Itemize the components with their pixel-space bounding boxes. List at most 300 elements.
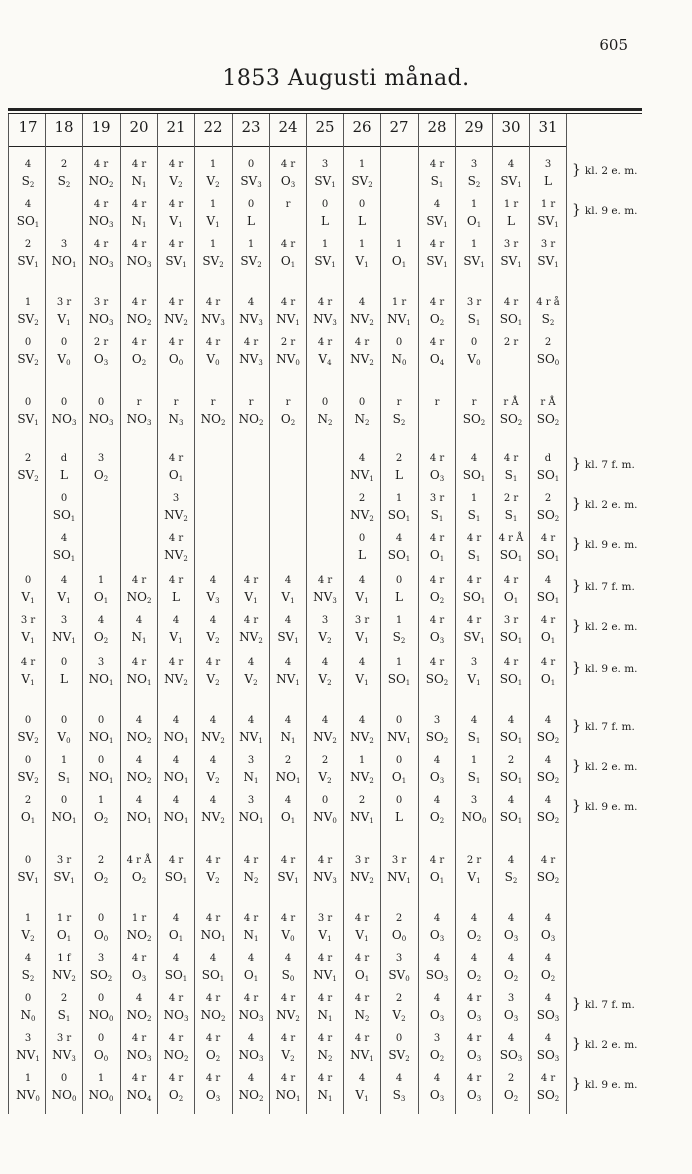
observation-cell (307, 1030, 343, 1064)
observation-cell (381, 654, 417, 688)
wind-value: $N_1$ (317, 1088, 333, 1103)
observation-cell (10, 990, 46, 1024)
wind-value: $SV_1$ (165, 254, 187, 269)
cloud-value: 4 (507, 1033, 515, 1044)
wind-value: $O_3$ (466, 1088, 482, 1103)
cloud-value: 4 (24, 159, 32, 170)
observation-cell (419, 530, 455, 564)
cloud-value: 4 r (131, 953, 147, 964)
observation-cell (493, 572, 529, 606)
observation-cell (493, 530, 529, 564)
cloud-value: 1 f (57, 953, 71, 964)
observation-cell (158, 1070, 194, 1104)
cloud-value: 4 r (317, 1073, 333, 1084)
cloud-value: 3 r (503, 239, 519, 250)
cloud-value: 4 (544, 715, 552, 726)
cloud-value: 2 (395, 453, 403, 464)
observation-cell (233, 196, 269, 230)
wind-value: $NV_3$ (313, 590, 337, 605)
cloud-value: 2 (358, 795, 366, 806)
observation-cell (344, 572, 380, 606)
wind-value: $V_1$ (244, 590, 258, 605)
observation-cell (195, 792, 231, 826)
cloud-value: 1 (358, 755, 366, 766)
wind-value: $O_3$ (429, 770, 445, 785)
observation-cell (233, 1070, 269, 1104)
observation-cell (195, 1030, 231, 1064)
wind-value: $V_3$ (206, 590, 220, 605)
observation-cell (456, 490, 492, 524)
wind-value: $NV_2$ (350, 730, 374, 745)
wind-value: $NV_2$ (164, 548, 188, 563)
observation-cell (270, 612, 306, 646)
wind-value: $O_4$ (429, 352, 445, 367)
wind-value: $V_0$ (57, 352, 71, 367)
wind-value: $O_3$ (540, 928, 556, 943)
observation-cell (344, 752, 380, 786)
observation-cell (456, 752, 492, 786)
cloud-value: 4 r (168, 533, 184, 544)
observation-cell (381, 752, 417, 786)
cloud-value: 3 (321, 159, 329, 170)
cloud-value: 4 (209, 953, 217, 964)
wind-value: $NV_2$ (350, 312, 374, 327)
cloud-value: 0 (247, 159, 255, 170)
wind-value: $V_1$ (355, 254, 369, 269)
observation-cell (344, 910, 380, 944)
wind-value: $NV_2$ (52, 968, 76, 983)
observation-cell (158, 490, 194, 524)
cloud-value: 2 (97, 855, 105, 866)
wind-value: $O_2$ (131, 352, 147, 367)
cloud-value: 4 (358, 657, 366, 668)
day-header: 29 (464, 118, 484, 136)
cloud-value: 4 (321, 715, 329, 726)
observation-cell (456, 572, 492, 606)
observation-cell (456, 334, 492, 368)
cloud-value: 4 r (429, 159, 445, 170)
cloud-value: 2 r (93, 337, 109, 348)
observation-cell (307, 156, 343, 190)
observation-cell (46, 792, 82, 826)
observation-cell (233, 156, 269, 190)
observation-cell (456, 990, 492, 1024)
cloud-value: 4 r (540, 1073, 556, 1084)
observation-cell (381, 450, 417, 484)
observation-cell (46, 1030, 82, 1064)
wind-value: $SO_3$ (425, 968, 449, 983)
observation-cell (46, 950, 82, 984)
observation-cell (83, 394, 119, 428)
observation-cell (307, 612, 343, 646)
observation-cell (530, 712, 566, 746)
wind-value: $NO_1$ (126, 810, 152, 825)
wind-value: $NO_3$ (88, 254, 114, 269)
wind-value: $NV_2$ (164, 508, 188, 523)
wind-value: $NV_2$ (276, 1008, 300, 1023)
brace-mark: } (572, 1076, 581, 1092)
observation-cell (83, 752, 119, 786)
wind-value: $SO_2$ (425, 672, 449, 687)
observation-cell (270, 236, 306, 270)
cloud-value: 1 (97, 795, 105, 806)
cloud-value: 0 (60, 1073, 68, 1084)
observation-cell (493, 752, 529, 786)
wind-value: $SO_1$ (536, 590, 560, 605)
cloud-value: 3 r (503, 615, 519, 626)
cloud-value: 3 (470, 795, 478, 806)
wind-value: $SV_2$ (17, 730, 39, 745)
observation-cell (83, 910, 119, 944)
cloud-value: 0 (97, 993, 105, 1004)
wind-value: $O_1$ (429, 548, 445, 563)
wind-value: $S_1$ (467, 770, 481, 785)
wind-value: $O_2$ (168, 1088, 184, 1103)
observation-cell (419, 654, 455, 688)
observation-cell (10, 1030, 46, 1064)
cloud-value: 0 (24, 715, 32, 726)
cloud-value: 0 (97, 913, 105, 924)
cloud-value: 4 (470, 953, 478, 964)
observation-cell (344, 950, 380, 984)
observation-cell (381, 1030, 417, 1064)
observation-cell (530, 394, 566, 428)
cloud-value: 3 (433, 1033, 441, 1044)
wind-value: $O_2$ (429, 1048, 445, 1063)
cloud-value: 0 (24, 993, 32, 1004)
observation-cell (233, 394, 269, 428)
wind-value: $V_2$ (206, 630, 220, 645)
wind-value: $NO_2$ (238, 1088, 264, 1103)
wind-value: $O_2$ (429, 312, 445, 327)
observation-cell (381, 334, 417, 368)
cloud-value: 1 (321, 239, 329, 250)
day-header: 28 (427, 118, 447, 136)
observation-cell (381, 990, 417, 1024)
observation-cell (530, 852, 566, 886)
observation-cell (195, 196, 231, 230)
wind-value: $NV_3$ (313, 312, 337, 327)
wind-value: $NO_3$ (88, 214, 114, 229)
cloud-value: 1 (209, 159, 217, 170)
wind-value: $S_2$ (467, 174, 481, 189)
cloud-value: 1 (209, 199, 217, 210)
observation-cell (419, 394, 455, 428)
wind-value: $SO_1$ (387, 548, 411, 563)
wind-value (270, 213, 306, 230)
observation-cell (158, 156, 194, 190)
wind-value: $O_1$ (391, 770, 407, 785)
cloud-value: 0 (97, 715, 105, 726)
wind-value: $NO_2$ (200, 1008, 226, 1023)
observation-cell (233, 910, 269, 944)
cloud-value: 4 r (243, 993, 259, 1004)
observation-cell (158, 712, 194, 746)
observation-cell (493, 236, 529, 270)
wind-value: $SO_3$ (536, 1008, 560, 1023)
observation-cell (195, 852, 231, 886)
cloud-value: 4 r (243, 855, 259, 866)
wind-value: $O_0$ (93, 1048, 109, 1063)
cloud-value: 4 r (317, 575, 333, 586)
observation-cell (270, 752, 306, 786)
time-note: } kl. 9 e. m. (572, 660, 638, 676)
observation-cell (344, 450, 380, 484)
cloud-value: 4 (172, 615, 180, 626)
observation-cell (419, 852, 455, 886)
cloud-value: 4 (172, 795, 180, 806)
cloud-value: 0 (60, 657, 68, 668)
wind-value: $O_2$ (466, 968, 482, 983)
brace-mark: } (572, 758, 581, 774)
wind-value: $N_1$ (131, 174, 147, 189)
wind-value: $NO_3$ (88, 312, 114, 327)
time-note: } kl. 9 e. m. (572, 536, 638, 552)
cloud-value: 4 r (205, 1033, 221, 1044)
cloud-value: 4 r (20, 657, 36, 668)
cloud-value: 4 r (354, 913, 370, 924)
wind-value: $NO_1$ (200, 928, 226, 943)
cloud-value: 4 (135, 795, 143, 806)
observation-cell (456, 530, 492, 564)
cloud-value: 3 (60, 239, 68, 250)
wind-value: $SO_2$ (425, 730, 449, 745)
cloud-value: 4 (135, 715, 143, 726)
wind-value: $NV_1$ (387, 730, 411, 745)
observation-cell (419, 792, 455, 826)
wind-value: $V_1$ (57, 312, 71, 327)
wind-value (493, 351, 529, 368)
cloud-value: 3 (433, 715, 441, 726)
wind-value: $O_3$ (429, 1008, 445, 1023)
cloud-value: 4 (97, 615, 105, 626)
observation-cell (121, 654, 157, 688)
observation-cell (10, 852, 46, 886)
observation-cell (456, 654, 492, 688)
observation-cell (493, 490, 529, 524)
wind-value: $SO_1$ (164, 870, 188, 885)
observation-cell (83, 950, 119, 984)
observation-cell (419, 572, 455, 606)
observation-cell (419, 752, 455, 786)
observation-cell (10, 294, 46, 328)
cloud-value: 2 (544, 337, 552, 348)
observation-cell (121, 394, 157, 428)
observation-cell (233, 294, 269, 328)
wind-value: $NV_1$ (16, 1048, 40, 1063)
cloud-value: 4 r (540, 855, 556, 866)
cloud-value: 2 (544, 493, 552, 504)
observation-cell (307, 294, 343, 328)
wind-value: $SV_2$ (17, 468, 39, 483)
cloud-value: 4 (135, 755, 143, 766)
cloud-value: 3 r (391, 855, 407, 866)
cloud-value: 4 r (429, 337, 445, 348)
cloud-value: 4 r (205, 913, 221, 924)
observation-cell (307, 1070, 343, 1104)
observation-cell (493, 394, 529, 428)
wind-value: $S_1$ (467, 312, 481, 327)
observation-cell (195, 990, 231, 1024)
cloud-value: 3 r (429, 493, 445, 504)
cloud-value: 0 (395, 575, 403, 586)
wind-value: $NV_2$ (201, 810, 225, 825)
observation-cell (381, 530, 417, 564)
wind-value: $V_1$ (206, 214, 220, 229)
wind-value: $NV_1$ (239, 730, 263, 745)
observation-cell (195, 1070, 231, 1104)
wind-value: L (60, 672, 68, 686)
observation-cell (233, 792, 269, 826)
top-rule (8, 108, 642, 111)
day-header: 27 (389, 118, 409, 136)
observation-cell (307, 236, 343, 270)
cloud-value: 4 r (540, 615, 556, 626)
wind-value: $NO_1$ (88, 672, 114, 687)
observation-cell (493, 1030, 529, 1064)
wind-value: $S_2$ (392, 412, 406, 427)
cloud-value: 0 (97, 1033, 105, 1044)
brace-mark: } (572, 456, 581, 472)
observation-cell (270, 950, 306, 984)
column-divider (8, 114, 9, 1114)
observation-cell (493, 792, 529, 826)
cloud-value: 1 (470, 755, 478, 766)
cloud-value: r Å (503, 397, 519, 408)
observation-cell (158, 990, 194, 1024)
observation-cell (419, 156, 455, 190)
observation-cell (46, 156, 82, 190)
cloud-value: 4 (507, 913, 515, 924)
wind-value: $S_2$ (57, 174, 71, 189)
observation-cell (344, 852, 380, 886)
observation-cell (419, 294, 455, 328)
cloud-value: 4 r (429, 533, 445, 544)
observation-cell (344, 1070, 380, 1104)
wind-value: $S_0$ (281, 968, 295, 983)
wind-value: $SV_1$ (314, 254, 336, 269)
wind-value: $S_1$ (504, 468, 518, 483)
observation-cell (493, 712, 529, 746)
cloud-value: 4 r (317, 855, 333, 866)
cloud-value: 4 r (168, 159, 184, 170)
cloud-value: 0 (24, 855, 32, 866)
wind-value: $N_2$ (317, 1048, 333, 1063)
cloud-value: 4 r (317, 1033, 333, 1044)
wind-value: $V_1$ (355, 630, 369, 645)
wind-value: $N_0$ (20, 1008, 36, 1023)
wind-value: $N_1$ (280, 730, 296, 745)
cloud-value: 2 (60, 159, 68, 170)
observation-cell (158, 792, 194, 826)
cloud-value: 3 (321, 615, 329, 626)
wind-value: $NV_1$ (350, 810, 374, 825)
observation-cell (419, 236, 455, 270)
wind-value: $V_2$ (206, 672, 220, 687)
wind-value: $V_1$ (169, 630, 183, 645)
observation-cell (456, 294, 492, 328)
wind-value: $O_1$ (391, 254, 407, 269)
observation-cell (195, 950, 231, 984)
observation-cell (121, 156, 157, 190)
cloud-value: 4 r (168, 993, 184, 1004)
brace-mark: } (572, 536, 581, 552)
cloud-value: 4 r (243, 615, 259, 626)
wind-value: $NV_3$ (239, 352, 263, 367)
cloud-value: r (434, 397, 440, 408)
cloud-value: 0 (24, 397, 32, 408)
day-header: 22 (203, 118, 223, 136)
wind-value: $SO_1$ (499, 672, 523, 687)
wind-value: $O_3$ (503, 1008, 519, 1023)
observation-cell (270, 910, 306, 944)
wind-value: $SO_0$ (536, 352, 560, 367)
cloud-value: 3 r (56, 297, 72, 308)
wind-value: $SO_1$ (462, 468, 486, 483)
cloud-value: 4 r (429, 575, 445, 586)
observation-cell (10, 572, 46, 606)
day-header: 20 (129, 118, 149, 136)
cloud-value: 4 (433, 913, 441, 924)
wind-value: $O_3$ (466, 1008, 482, 1023)
observation-cell (195, 910, 231, 944)
cloud-value: 4 r (540, 657, 556, 668)
cloud-value: 4 (358, 453, 366, 464)
observation-cell (121, 236, 157, 270)
observation-cell (493, 950, 529, 984)
day-header: 26 (352, 118, 372, 136)
observation-cell (158, 294, 194, 328)
observation-cell (270, 334, 306, 368)
cloud-value: r (210, 397, 216, 408)
time-note: } kl. 2 e. m. (572, 618, 638, 634)
wind-value: $O_3$ (93, 352, 109, 367)
wind-value: $SV_0$ (388, 968, 410, 983)
wind-value: $N_2$ (317, 412, 333, 427)
observation-cell (121, 852, 157, 886)
wind-value: $O_3$ (429, 630, 445, 645)
wind-value: $NV_1$ (350, 1048, 374, 1063)
observation-cell (381, 852, 417, 886)
observation-cell (381, 236, 417, 270)
observation-cell (493, 294, 529, 328)
observation-cell (493, 910, 529, 944)
wind-value: $SV_1$ (277, 630, 299, 645)
time-note: } kl. 2 e. m. (572, 1036, 638, 1052)
cloud-value: 1 r (503, 199, 519, 210)
cloud-value: 4 (544, 755, 552, 766)
wind-value: $S_1$ (504, 508, 518, 523)
brace-mark: } (572, 578, 581, 594)
cloud-value: 4 (470, 453, 478, 464)
observation-cell (233, 1030, 269, 1064)
observation-cell (419, 450, 455, 484)
cloud-value: 4 (284, 953, 292, 964)
observation-cell (530, 792, 566, 826)
cloud-value: 4 (433, 953, 441, 964)
observation-cell (493, 852, 529, 886)
cloud-value: 4 (358, 575, 366, 586)
observation-cell (46, 394, 82, 428)
wind-value: $NO_3$ (126, 1048, 152, 1063)
brace-mark: } (572, 162, 581, 178)
cloud-value: 4 (470, 715, 478, 726)
time-note: } kl. 9 e. m. (572, 202, 638, 218)
cloud-value: 4 (433, 1073, 441, 1084)
wind-value: $O_1$ (354, 968, 370, 983)
observation-cell (493, 156, 529, 190)
wind-value: $SV_3$ (240, 174, 262, 189)
